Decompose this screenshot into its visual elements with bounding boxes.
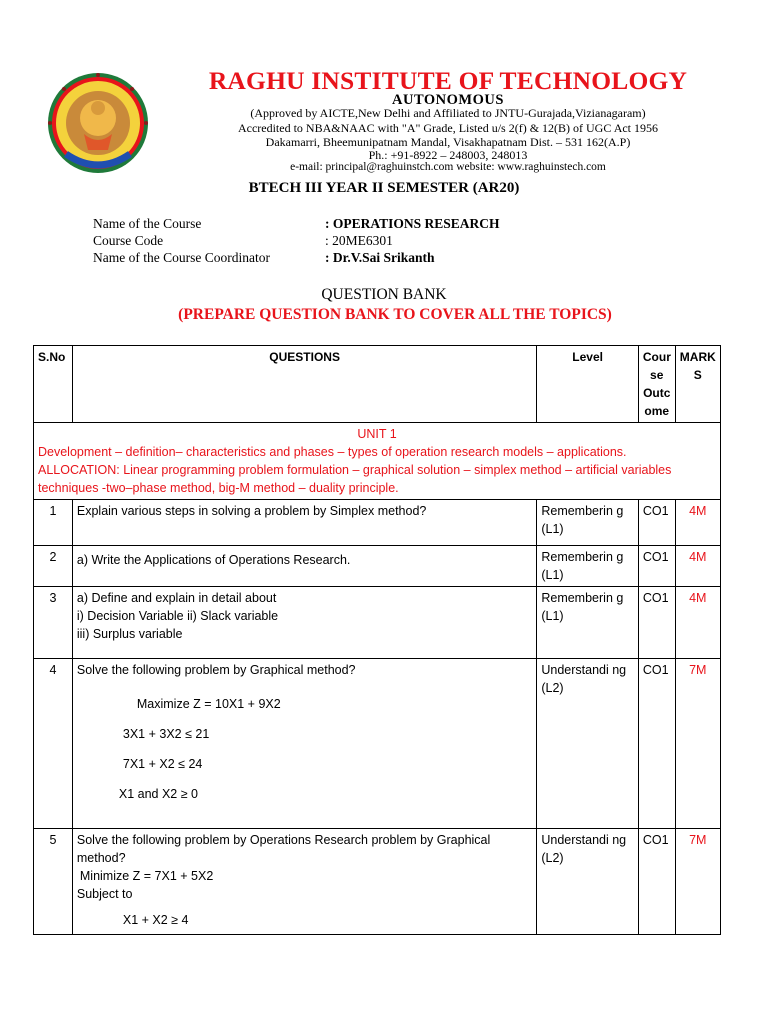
contact-text: e-mail: principal@raghuinstch.com website: www.raghuinstech.com — [290, 161, 606, 173]
autonomous-label: AUTONOMOUS — [392, 92, 504, 108]
row-marks: 7M — [675, 829, 720, 935]
subject-to-label: Subject to — [76, 887, 133, 901]
unit-row — [34, 423, 721, 500]
course-coordinator-text: : Dr.V.Sai Srikanth — [325, 250, 435, 265]
row-question-text: Solve the following problem by Operations Research problem by Graphical method? — [76, 833, 491, 865]
row-course-outcome: CO1 — [638, 829, 675, 935]
course-code-value: : 20ME6301 — [325, 233, 393, 248]
row-question-text: Solve the following problem by Graphical method? — [76, 663, 356, 677]
row-level: Rememberin g (L1) — [537, 500, 639, 546]
approval-text: (Approved by AICTE,New Delhi and Affiliated to JNTU-Gurajada,Vizianagaram) — [250, 106, 646, 120]
row-question-line: a) Define and explain in detail about — [76, 591, 277, 605]
institute-name: RAGHU INSTITUTE OF TECHNOLOGY — [208, 66, 688, 95]
constraint-2: 7X1 + X2 ≤ 24 — [122, 757, 203, 771]
address-text: Dakamarri, Bheemunipatnam Mandal, Visakhapatnam Dist. – 531 162(A.P) — [265, 135, 631, 149]
row-level: Rememberin g (L1) — [537, 587, 639, 659]
row-question-line: iii) Surplus variable — [76, 627, 183, 641]
row-question-text: a) Write the Applications of Operations Research. — [76, 553, 351, 567]
row-sno: 1 — [34, 500, 73, 546]
course-name-value — [325, 216, 500, 232]
constraint-1: X1 + X2 ≥ 4 — [122, 913, 189, 927]
row-sno: 5 — [34, 829, 73, 935]
header-marks: MARK S — [675, 346, 720, 423]
header-sno: S.No — [34, 346, 73, 423]
row-course-outcome: CO1 — [638, 546, 675, 587]
course-coordinator-value — [325, 250, 435, 266]
row-sno: 2 — [34, 546, 73, 587]
row-marks: 4M — [675, 546, 720, 587]
course-name-text: : OPERATIONS RESEARCH — [325, 216, 500, 231]
table-row — [34, 500, 721, 546]
unit-syllabus-line2: ALLOCATION: Linear programming problem formulation – graphical solution – simplex method – artificial variables techniques -two–phase method, big-M method – duality principle. — [38, 463, 672, 495]
course-code-label: Course Code — [93, 233, 164, 248]
row-question: Explain various steps in solving a problem by Simplex method? — [72, 500, 536, 546]
table-row — [34, 829, 721, 935]
row-question — [72, 659, 536, 829]
row-question — [72, 587, 536, 659]
objective-function: Minimize Z = 7X1 + 5X2 — [79, 869, 214, 883]
question-bank-subtitle: (PREPARE QUESTION BANK TO COVER ALL THE TOPICS) — [178, 306, 612, 323]
row-level: Understandi ng (L2) — [537, 659, 639, 829]
constraint-3: X1 and X2 ≥ 0 — [118, 787, 199, 801]
header-questions: QUESTIONS — [72, 346, 536, 423]
table-header-row — [34, 346, 721, 423]
course-coordinator-label: Name of the Course Coordinator — [93, 250, 270, 265]
table-row — [34, 546, 721, 587]
objective-function: Maximize Z = 10X1 + 9X2 — [136, 697, 281, 711]
question-table — [33, 345, 721, 935]
unit-description — [34, 423, 721, 500]
row-question — [72, 546, 536, 587]
unit-title: UNIT 1 — [357, 427, 397, 441]
institute-logo-icon — [36, 68, 168, 178]
semester-title: BTECH III YEAR II SEMESTER (AR20) — [248, 180, 520, 196]
question-bank-title: QUESTION BANK — [321, 286, 447, 303]
accreditation-text: Accredited to NBA&NAAC with "A" Grade, Listed u/s 2(f) & 12(B) of UGC Act 1956 — [237, 121, 659, 135]
row-course-outcome: CO1 — [638, 500, 675, 546]
header-course-outcome: Cour se Outc ome — [638, 346, 675, 423]
row-question-line: i) Decision Variable ii) Slack variable — [76, 609, 279, 623]
row-marks: 4M — [675, 587, 720, 659]
row-sno: 4 — [34, 659, 73, 829]
row-level: Understandi ng (L2) — [537, 829, 639, 935]
table-row — [34, 587, 721, 659]
row-sno: 3 — [34, 587, 73, 659]
unit-syllabus-line1: Development – definition– characteristics and phases – types of operation research models – applications. — [38, 445, 627, 459]
row-level: Rememberin g (L1) — [537, 546, 639, 587]
institute-header — [32, 62, 712, 174]
table-row — [34, 659, 721, 829]
row-course-outcome: CO1 — [638, 659, 675, 829]
row-marks: 4M — [675, 500, 720, 546]
phone-text: Ph.: +91-8922 – 248003, 248013 — [368, 148, 528, 162]
header-level: Level — [537, 346, 639, 423]
constraint-1: 3X1 + 3X2 ≤ 21 — [122, 727, 210, 741]
row-marks: 7M — [675, 659, 720, 829]
course-name-label: Name of the Course — [93, 216, 202, 231]
row-question — [72, 829, 536, 935]
row-course-outcome: CO1 — [638, 587, 675, 659]
